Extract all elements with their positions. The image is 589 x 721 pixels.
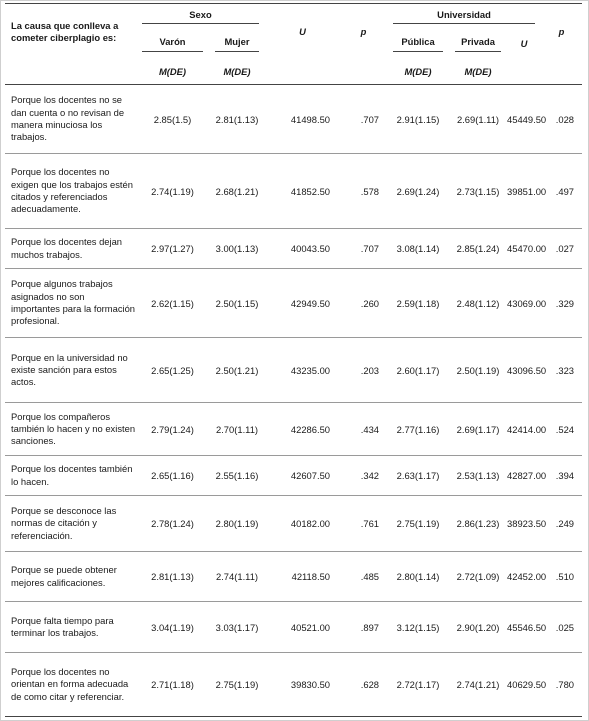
- table-row: [5, 85, 582, 154]
- privada-cell: 2.73(1.15): [449, 154, 507, 229]
- publica-cell: 3.12(1.15): [387, 602, 449, 653]
- col-header-mujer: Mujer: [209, 28, 265, 59]
- p-sexo-cell: .434: [340, 403, 387, 456]
- p-sexo-cell: .578: [340, 154, 387, 229]
- mujer-cell: 2.50(1.15): [209, 269, 265, 338]
- table-header: [5, 4, 582, 85]
- p-universidad-cell: .329: [541, 269, 582, 338]
- mujer-cell: 2.80(1.19): [209, 496, 265, 552]
- results-table: [5, 3, 582, 717]
- sub-header-privada: M(DE): [449, 59, 507, 85]
- u-sexo-cell: 42607.50: [265, 456, 340, 496]
- privada-cell: 2.72(1.09): [449, 552, 507, 602]
- u-sexo-cell: 42118.50: [265, 552, 340, 602]
- varon-cell: 2.79(1.24): [136, 403, 209, 456]
- varon-cell: 2.71(1.18): [136, 653, 209, 717]
- p-sexo-cell: .485: [340, 552, 387, 602]
- privada-cell: 2.50(1.19): [449, 338, 507, 403]
- publica-cell: 2.77(1.16): [387, 403, 449, 456]
- col-header-p-universidad: p: [558, 26, 565, 37]
- publica-cell: 2.80(1.14): [387, 552, 449, 602]
- varon-cell: 2.85(1.5): [136, 85, 209, 154]
- p-universidad-cell: .780: [541, 653, 582, 717]
- p-universidad-cell: .497: [541, 154, 582, 229]
- stub-header: La causa que conlleva a cometer ciberplagio es:: [11, 19, 119, 43]
- varon-cell: 2.65(1.25): [136, 338, 209, 403]
- p-sexo-cell: .260: [340, 269, 387, 338]
- p-sexo-cell: .761: [340, 496, 387, 552]
- u-universidad-cell: 43069.00: [507, 269, 541, 338]
- u-universidad-cell: 45449.50: [507, 85, 541, 154]
- mujer-cell: 2.75(1.19): [209, 653, 265, 717]
- p-sexo-cell: .707: [340, 229, 387, 269]
- col-header-varon: Varón: [136, 28, 209, 59]
- p-universidad-cell: .510: [541, 552, 582, 602]
- varon-cell: 2.78(1.24): [136, 496, 209, 552]
- varon-cell: 2.74(1.19): [136, 154, 209, 229]
- u-universidad-cell: 45470.00: [507, 229, 541, 269]
- stub-sub-empty: [5, 59, 136, 85]
- cause-cell: Porque algunos trabajos asignados no son importantes para la formación profesional.: [5, 269, 136, 338]
- col-header-privada: Privada: [449, 28, 507, 59]
- sub-empty-u1: [265, 59, 340, 85]
- mujer-cell: 3.03(1.17): [209, 602, 265, 653]
- sub-header-mujer: M(DE): [209, 59, 265, 85]
- publica-cell: 3.08(1.14): [387, 229, 449, 269]
- p-universidad-cell: .025: [541, 602, 582, 653]
- varon-cell: 2.81(1.13): [136, 552, 209, 602]
- privada-cell: 2.85(1.24): [449, 229, 507, 269]
- privada-cell: 2.86(1.23): [449, 496, 507, 552]
- sub-empty-p2: [541, 59, 582, 85]
- table-row: [5, 403, 582, 456]
- publica-cell: 2.69(1.24): [387, 154, 449, 229]
- table-row: [5, 552, 582, 602]
- p-sexo-cell: .203: [340, 338, 387, 403]
- varon-cell: 2.62(1.15): [136, 269, 209, 338]
- cause-cell: Porque los docentes no exigen que los trabajos estén citados y referenciados adecuadamente.: [5, 154, 136, 229]
- cause-cell: Porque falta tiempo para terminar los trabajos.: [5, 602, 136, 653]
- u-sexo-cell: 39830.50: [265, 653, 340, 717]
- u-sexo-cell: 43235.00: [265, 338, 340, 403]
- cause-cell: Porque los docentes no orientan en forma adecuada de como citar y referenciar.: [5, 653, 136, 717]
- mujer-cell: 2.68(1.21): [209, 154, 265, 229]
- varon-cell: 2.97(1.27): [136, 229, 209, 269]
- col-header-publica: Pública: [387, 28, 449, 59]
- u-sexo-cell: 41852.50: [265, 154, 340, 229]
- sub-header-publica: M(DE): [387, 59, 449, 85]
- varon-cell: 2.65(1.16): [136, 456, 209, 496]
- u-sexo-cell: 41498.50: [265, 85, 340, 154]
- table-row: [5, 154, 582, 229]
- p-sexo-cell: .707: [340, 85, 387, 154]
- publica-cell: 2.75(1.19): [387, 496, 449, 552]
- cause-cell: Porque los docentes dejan muchos trabajos.: [5, 229, 136, 269]
- cause-cell: Porque se puede obtener mejores calificaciones.: [5, 552, 136, 602]
- privada-cell: 2.90(1.20): [449, 602, 507, 653]
- privada-cell: 2.69(1.17): [449, 403, 507, 456]
- mujer-cell: 2.55(1.16): [209, 456, 265, 496]
- u-universidad-cell: 38923.50: [507, 496, 541, 552]
- table-row: [5, 269, 582, 338]
- group-header-universidad: Universidad: [387, 4, 541, 29]
- u-sexo-cell: 42286.50: [265, 403, 340, 456]
- cause-cell: Porque los docentes también lo hacen.: [5, 456, 136, 496]
- mujer-cell: 2.81(1.13): [209, 85, 265, 154]
- u-sexo-cell: 40182.00: [265, 496, 340, 552]
- p-sexo-cell: .628: [340, 653, 387, 717]
- col-header-p-sexo: p: [360, 26, 367, 37]
- cause-cell: Porque los compañeros también lo hacen y no existen sanciones.: [5, 403, 136, 456]
- u-universidad-cell: 42452.00: [507, 552, 541, 602]
- mujer-cell: 2.50(1.21): [209, 338, 265, 403]
- publica-cell: 2.91(1.15): [387, 85, 449, 154]
- u-universidad-cell: 45546.50: [507, 602, 541, 653]
- u-sexo-cell: 42949.50: [265, 269, 340, 338]
- varon-cell: 3.04(1.19): [136, 602, 209, 653]
- mujer-cell: 3.00(1.13): [209, 229, 265, 269]
- table-row: [5, 602, 582, 653]
- privada-cell: 2.69(1.11): [449, 85, 507, 154]
- privada-cell: 2.53(1.13): [449, 456, 507, 496]
- p-universidad-cell: .524: [541, 403, 582, 456]
- cause-cell: Porque se desconoce las normas de citación y referenciación.: [5, 496, 136, 552]
- u-universidad-cell: 42414.00: [507, 403, 541, 456]
- p-universidad-cell: .027: [541, 229, 582, 269]
- col-header-u-universidad: U: [520, 38, 528, 49]
- group-header-sexo: Sexo: [136, 4, 265, 29]
- table-row: [5, 338, 582, 403]
- publica-cell: 2.59(1.18): [387, 269, 449, 338]
- u-sexo-cell: 40521.00: [265, 602, 340, 653]
- table-row: [5, 456, 582, 496]
- cause-cell: Porque en la universidad no existe sanción para estos actos.: [5, 338, 136, 403]
- u-sexo-cell: 40043.50: [265, 229, 340, 269]
- table-row: [5, 229, 582, 269]
- table-row: [5, 496, 582, 552]
- u-universidad-cell: 42827.00: [507, 456, 541, 496]
- p-universidad-cell: .394: [541, 456, 582, 496]
- privada-cell: 2.74(1.21): [449, 653, 507, 717]
- p-universidad-cell: .323: [541, 338, 582, 403]
- sub-header-varon: M(DE): [136, 59, 209, 85]
- mujer-cell: 2.74(1.11): [209, 552, 265, 602]
- privada-cell: 2.48(1.12): [449, 269, 507, 338]
- col-header-u-sexo: U: [299, 26, 306, 37]
- u-universidad-cell: 39851.00: [507, 154, 541, 229]
- cause-cell: Porque los docentes no se dan cuenta o no revisan de manera minuciosa los trabajos.: [5, 85, 136, 154]
- publica-cell: 2.63(1.17): [387, 456, 449, 496]
- mujer-cell: 2.70(1.11): [209, 403, 265, 456]
- p-universidad-cell: .249: [541, 496, 582, 552]
- publica-cell: 2.60(1.17): [387, 338, 449, 403]
- u-universidad-cell: 43096.50: [507, 338, 541, 403]
- u-universidad-cell: 40629.50: [507, 653, 541, 717]
- table-row: [5, 653, 582, 717]
- publica-cell: 2.72(1.17): [387, 653, 449, 717]
- table-body: [5, 85, 582, 717]
- p-sexo-cell: .897: [340, 602, 387, 653]
- p-sexo-cell: .342: [340, 456, 387, 496]
- p-universidad-cell: .028: [541, 85, 582, 154]
- sub-empty-u2: [507, 59, 541, 85]
- sub-empty-p1: [340, 59, 387, 85]
